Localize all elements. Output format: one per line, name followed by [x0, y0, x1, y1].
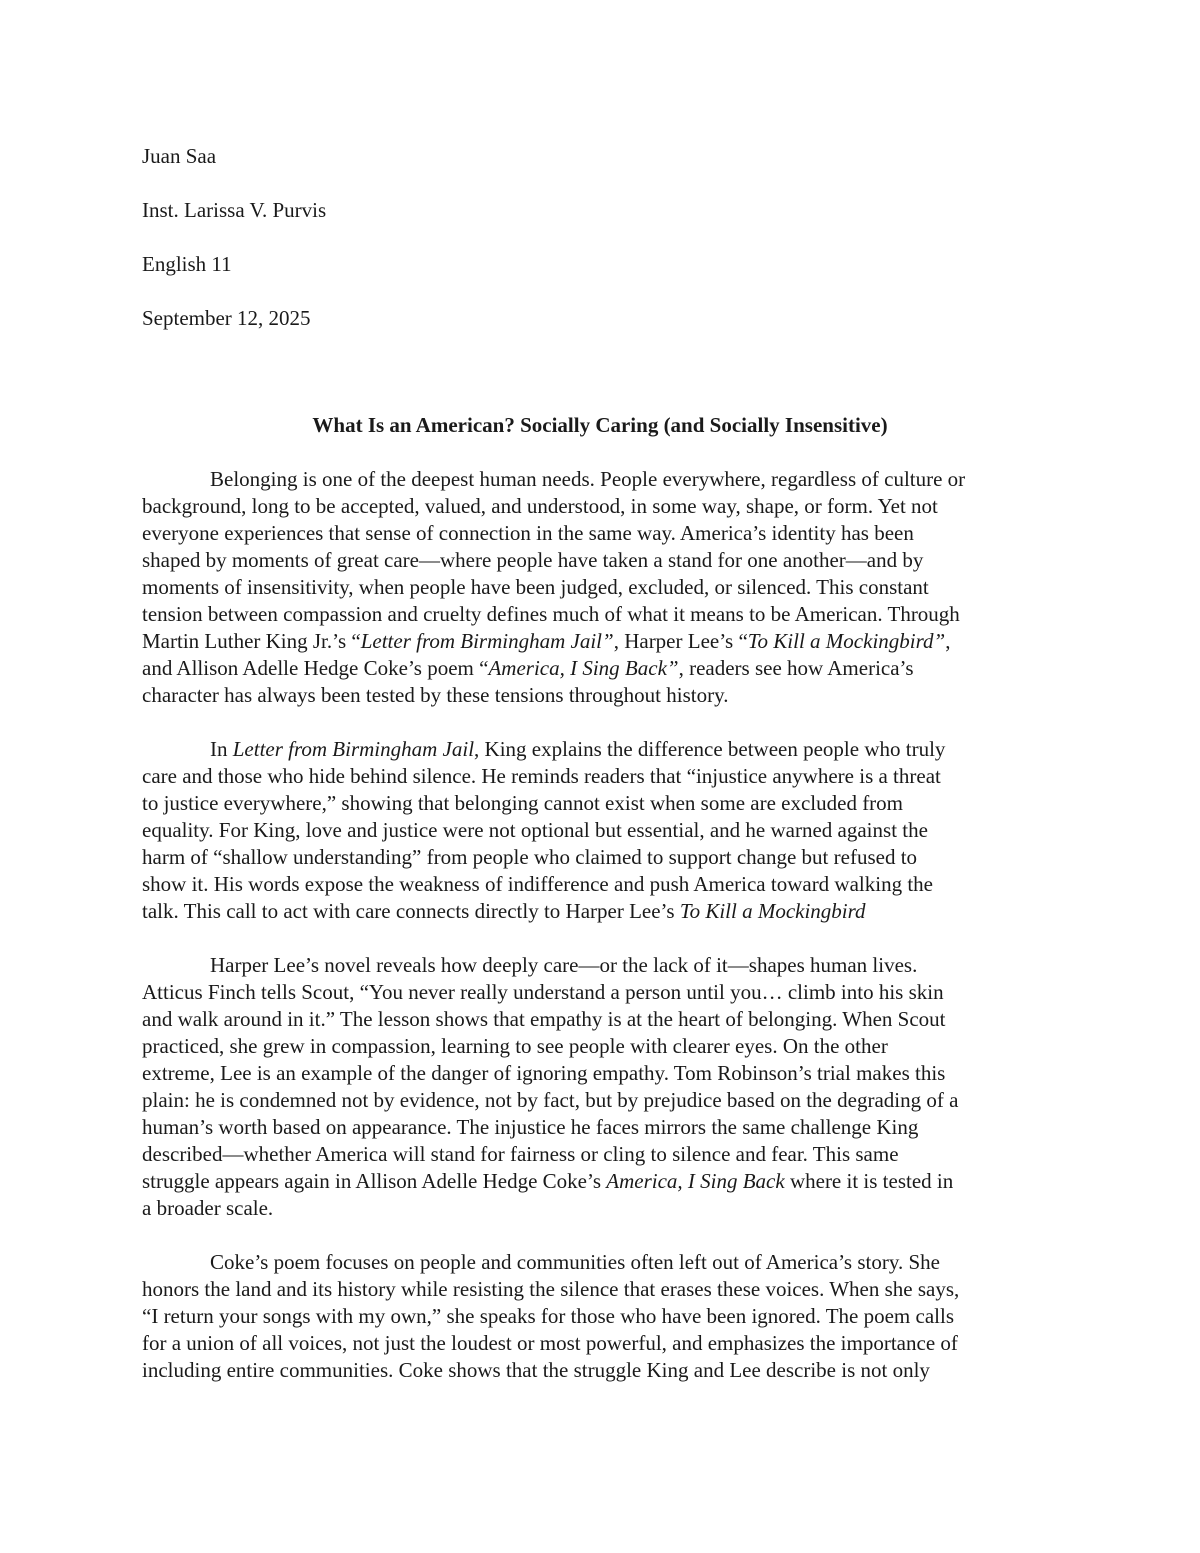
- essay-title: What Is an American? Socially Caring (and Socially Insensitive): [312, 413, 888, 437]
- text-segment: In: [210, 737, 233, 761]
- text-segment: ,: [945, 629, 951, 653]
- text-line: [142, 898, 1062, 925]
- text-segment: care and those who hide behind silence. He reminds readers that “injustice anywhere is a threat: [142, 764, 941, 788]
- text-line: [142, 1060, 1062, 1087]
- text-segment: tension between compassion and cruelty defines much of what it means to be American. Through: [142, 602, 960, 626]
- text-segment: , Harper Lee’s “: [613, 629, 748, 653]
- text-line: [142, 979, 1062, 1006]
- text-segment: background, long to be accepted, valued, and understood, in some way, shape, or form. Yet not: [142, 494, 938, 518]
- text-segment: “I return your songs with my own,” she speaks for those who have been ignored. The poem calls: [142, 1304, 954, 1328]
- text-segment: a broader scale.: [142, 1196, 274, 1220]
- text-line: [142, 628, 1062, 655]
- text-line: [142, 736, 1062, 763]
- text-segment: , readers see how America’s: [678, 656, 914, 680]
- text-segment: , King explains the difference between people who truly: [474, 737, 946, 761]
- text-line: [142, 1168, 1062, 1195]
- essay-body: [142, 466, 1062, 1411]
- text-line: [142, 1276, 1062, 1303]
- text-line: [142, 1006, 1062, 1033]
- text-segment: and walk around in it.” The lesson shows that empathy is at the heart of belonging. When Scout: [142, 1007, 946, 1031]
- text-line: [142, 844, 1062, 871]
- text-line: [142, 1249, 1062, 1276]
- paragraph: [142, 952, 1062, 1222]
- text-line: [142, 1114, 1062, 1141]
- text-line: [142, 1033, 1062, 1060]
- text-segment: honors the land and its history while resisting the silence that erases these voices. When she says,: [142, 1277, 960, 1301]
- text-line: [142, 1330, 1062, 1357]
- instructor-name: Inst. Larissa V. Purvis: [142, 198, 327, 222]
- author-name: Juan Saa: [142, 144, 217, 168]
- italic-text: To Kill a Mockingbird”: [747, 629, 946, 653]
- text-segment: moments of insensitivity, when people have been judged, excluded, or silenced. This constant: [142, 575, 929, 599]
- text-segment: and Allison Adelle Hedge Coke’s poem “: [142, 656, 489, 680]
- text-line: [142, 655, 1062, 682]
- text-segment: show it. His words expose the weakness of indifference and push America toward walking the: [142, 872, 933, 896]
- italic-text: Letter from Birmingham Jail: [232, 737, 475, 761]
- text-segment: plain: he is condemned not by evidence, not by fact, but by prejudice based on the degrading of a: [142, 1088, 959, 1112]
- text-segment: Coke’s poem focuses on people and communities often left out of America’s story. She: [210, 1250, 940, 1274]
- text-segment: Atticus Finch tells Scout, “You never really understand a person until you… climb into his skin: [142, 980, 944, 1004]
- text-segment: harm of “shallow understanding” from people who claimed to support change but refused to: [142, 845, 918, 869]
- text-line: [142, 466, 1062, 493]
- text-line: [142, 952, 1062, 979]
- text-segment: extreme, Lee is an example of the danger of ignoring empathy. Tom Robinson’s trial makes this: [142, 1061, 946, 1085]
- text-segment: Belonging is one of the deepest human needs. People everywhere, regardless of culture or: [210, 467, 966, 491]
- paragraph: [142, 1249, 1062, 1384]
- text-segment: shaped by moments of great care—where people have taken a stand for one another—and by: [142, 548, 924, 572]
- text-line: [142, 790, 1062, 817]
- paragraph: [142, 466, 1062, 709]
- text-line: [142, 493, 1062, 520]
- document-date: September 12, 2025: [142, 306, 311, 330]
- text-line: [142, 547, 1062, 574]
- text-line: [142, 871, 1062, 898]
- italic-text: America, I Sing Back: [606, 1169, 785, 1193]
- text-segment: character has always been tested by these tensions throughout history.: [142, 683, 729, 707]
- text-segment: where it is tested in: [784, 1169, 954, 1193]
- text-line: [142, 682, 1062, 709]
- text-line: [142, 1141, 1062, 1168]
- italic-text: Letter from Birmingham Jail”: [360, 629, 614, 653]
- text-line: [142, 520, 1062, 547]
- text-segment: practiced, she grew in compassion, learning to see people with clearer eyes. On the other: [142, 1034, 888, 1058]
- text-line: [142, 574, 1062, 601]
- header-block: [142, 143, 1062, 359]
- text-segment: including entire communities. Coke shows that the struggle King and Lee describe is not only: [142, 1358, 930, 1382]
- text-segment: equality. For King, love and justice were not optional but essential, and he warned against the: [142, 818, 928, 842]
- text-segment: everyone experiences that sense of connection in the same way. America’s identity has been: [142, 521, 914, 545]
- text-segment: human’s worth based on appearance. The injustice he faces mirrors the same challenge King: [142, 1115, 919, 1139]
- paragraph: [142, 736, 1062, 925]
- text-segment: Harper Lee’s novel reveals how deeply care—or the lack of it—shapes human lives.: [210, 953, 918, 977]
- text-segment: Martin Luther King Jr.’s “: [142, 629, 361, 653]
- text-segment: talk. This call to act with care connects directly to Harper Lee’s: [142, 899, 680, 923]
- text-line: [142, 1357, 1062, 1384]
- text-line: [142, 817, 1062, 844]
- text-segment: described—whether America will stand for fairness or cling to silence and fear. This same: [142, 1142, 899, 1166]
- text-segment: struggle appears again in Allison Adelle Hedge Coke’s: [142, 1169, 607, 1193]
- course-name: English 11: [142, 252, 232, 276]
- text-line: [142, 1303, 1062, 1330]
- text-line: [142, 1195, 1062, 1222]
- text-segment: to justice everywhere,” showing that belonging cannot exist when some are excluded from: [142, 791, 904, 815]
- text-line: [142, 763, 1062, 790]
- italic-text: To Kill a Mockingbird: [679, 899, 866, 923]
- text-line: [142, 601, 1062, 628]
- text-segment: for a union of all voices, not just the loudest or most powerful, and emphasizes the importance of: [142, 1331, 958, 1355]
- italic-text: America, I Sing Back”: [488, 656, 679, 680]
- text-line: [142, 1087, 1062, 1114]
